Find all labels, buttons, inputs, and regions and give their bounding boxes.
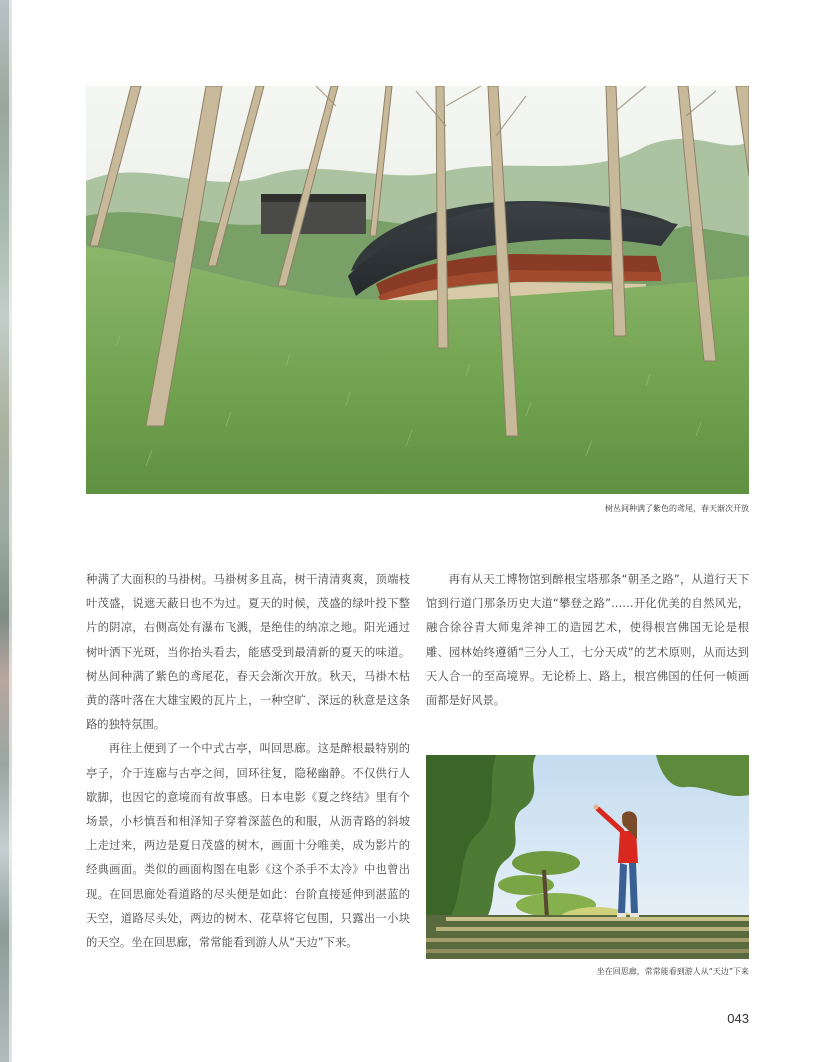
paragraph: 再有从天工博物馆到醉根宝塔那条“朝圣之路”，从道行天下馆到行道门那条历史大道“攀登之路”……开化优美的自然风光，融合徐谷青大师鬼斧神工的造园艺术，使得根宫佛国无论是根雕、园林始终遵循“三分人工，七分天成”的艺术原则，从而达到天人合一的至高境界。无论桥上、路上，根宫佛国的任何一帧画面都是好风景。 — [426, 573, 749, 708]
adjacent-page-edge — [0, 0, 12, 1062]
stairs-illustration — [426, 755, 749, 959]
left-text-column — [86, 568, 410, 955]
page-number: 043 — [727, 1011, 749, 1026]
grove-illustration — [86, 86, 749, 494]
right-text-column — [426, 568, 749, 713]
photo-grove-pavilion — [86, 86, 749, 494]
photo-bottom-caption: 坐在回思廊，常常能看到游人从“天边”下来 — [596, 967, 749, 976]
photo-top-caption: 树丛间种满了紫色的鸢尾，春天渐次开放 — [605, 504, 749, 513]
paragraph: 再往上便到了一个中式古亭，叫回思廊。这是醉根最特别的亭子，介于连廊与古亭之间，回环往复，隐秘幽静。不仅供行人歇脚，也因它的意境而有故事感。日本电影《夏之终结》里有个场景，小杉慎吾和相泽知子穿着深蓝色的和服，从沥青路的斜坡上走过来，两边是夏日茂盛的树木，画面十分唯美，成为影片的经典画面。类似的画面构图在电影《这个杀手不太冷》中也曾出现。在回思廊处看道路的尽头便是如此：台阶直接延伸到湛蓝的天空，道路尽头处，两边的树木、花草将它包围，只露出一小块的天空。坐在回思廊，常常能看到游人从“天边”下来。 — [86, 742, 410, 950]
paragraph: 种满了大面积的马褂树。马褂树多且高，树干清清爽爽，顶端枝叶茂盛，说遮天蔽日也不为过。夏天的时候，茂盛的绿叶投下整片的阴凉，右侧高处有瀑布飞溅，是绝佳的纳凉之地。阳光通过树叶洒下光斑，当你抬头看去，能感受到最清新的夏天的味道。树丛间种满了紫色的鸢尾花，春天会渐次开放。秋天，马褂木枯黄的落叶落在大雄宝殿的瓦片上，一种空旷、深远的秋意是这条路的独特氛围。 — [86, 573, 410, 732]
photo-stairs-visitor — [426, 755, 749, 959]
